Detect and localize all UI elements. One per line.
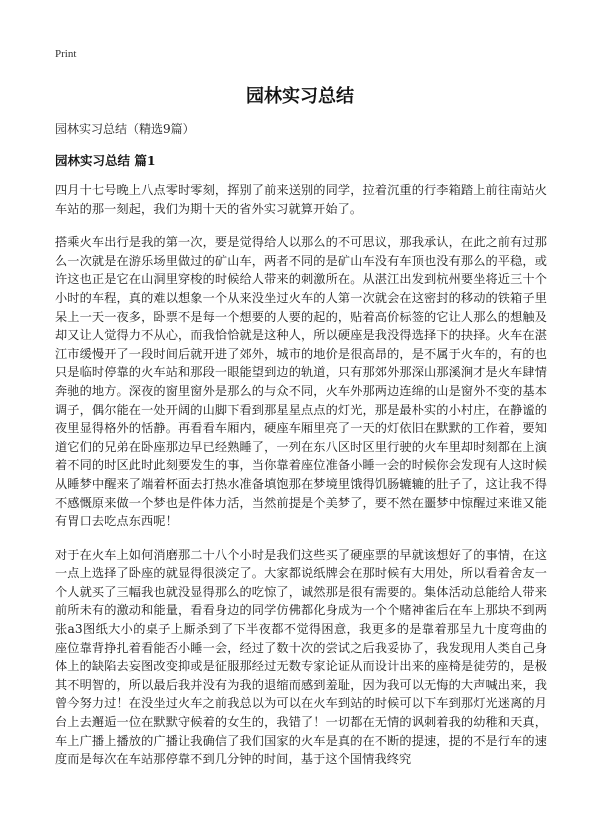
print-link[interactable]: Print	[55, 48, 77, 60]
page-title: 园林实习总结	[246, 86, 354, 107]
paragraph: 搭乘火车出行是我的第一次，要是觉得给人以那么的不可思议，那我承认，在此之前有过那么一次就是在游乐场里做过的矿山车，两者不同的是矿山车没有车顶也没有那么的平稳，或许这也正是它在山洞里穿梭的时候给人带来的刺激所在。从湛江出发到杭州要坐将近三十个小时的车程，真的难以想象一个从来没坐过火车的人第一次就会在这密封的移动的铁箱子里呆上一天一夜多，卧票不是每一个想要的人要的起的，贴着高价标签的它让人那么的想触及却又让人觉得力不从心，而我恰恰就是这种人，所以硬座是我没得选择下的抉择。火车在湛江市缓慢开了一段时间后就开进了郊外，城市的地价是很高昂的，是不属于火车的，有的也只是临时停靠的火车站和那段一眼能望到边的轨道，只有那郊外那深山那溪涧才是火车肆情奔驰的地方。深夜的窗里窗外是那么的与众不同，火车外那两边连绵的山是窗外不变的基本调子，偶尔能在一处开阔的山脚下看到那星星点点的灯光，那是最朴实的小村庄，在静谧的夜里显得格外的恬静。再看看车厢内，硬座车厢里亮了一天的灯依旧在默默的工作着，要知道它们的兄弟在卧座那边早已经熟睡了，一列在东八区时区里行驶的火车里却时刻都在上演着不同的时区此时此刻要发生的事，当你靠着座位准备小睡一会的时候你会发现有人这时候从睡梦中醒来了端着杯面去打热水准备填饱那在梦境里饿得饥肠辘辘的肚子了，这让我不得不感慨原来做一个梦也是件体力活，当然前提是个美梦了，要不然在噩梦中惊醒过来谁又能有胃口去吃点东西呢！	[55, 235, 547, 529]
paragraph: 四月十七号晚上八点零时零刻，挥别了前来送别的同学，拉着沉重的行李箱踏上前往南站火车站的那一刻起，我们为期十天的省外实习就算开始了。	[55, 183, 547, 216]
section-heading: 园林实习总结 篇1	[55, 153, 156, 168]
article-body	[55, 181, 547, 784]
document-subtitle: 园林实习总结（精选9篇）	[55, 122, 195, 136]
paragraph: 对于在火车上如何消磨那二十八个小时是我们这些买了硬座票的早就该想好了的事情，在这一点上选择了卧座的就显得很淡定了。大家都说纸牌会在那时候有大用处，所以看着舍友一个人就买了三幅我也就没显得那么的吃惊了，诚然那是很有需要的。集体活动总能给人带来前所未有的激动和能量，看看身边的同学仿佛都化身成为一个个赌神雀后在车上那块不到两张a3图纸大小的桌子上厮杀到了下半夜都不觉得困意，我更多的是靠着那呈九十度弯曲的座位靠背挣扎着看能否小睡一会，经过了数十次的尝试之后我妥协了，我发现用人类自己身体上的缺陷去妄图改变抑或是征服那经过无数专家论证从而设计出来的座椅是徒劳的，是极其不明智的，所以最后我并没有为我的退缩而感到羞耻，因为我可以无悔的大声喊出来，我曾今努力过！在没坐过火车之前我总以为可以在火车到站的时候可以下车到那灯光迷离的月台上去邂逅一位在默默守候着的女生的，我错了！一切都在无情的讽刺着我的幼稚和天真，车上广播上播放的广播让我确信了我们国家的火车是真的在不断的提速，提的不是行车的速度而是每次在车站那停靠不到几分钟的时间，基于这个国情我终究	[55, 547, 547, 767]
